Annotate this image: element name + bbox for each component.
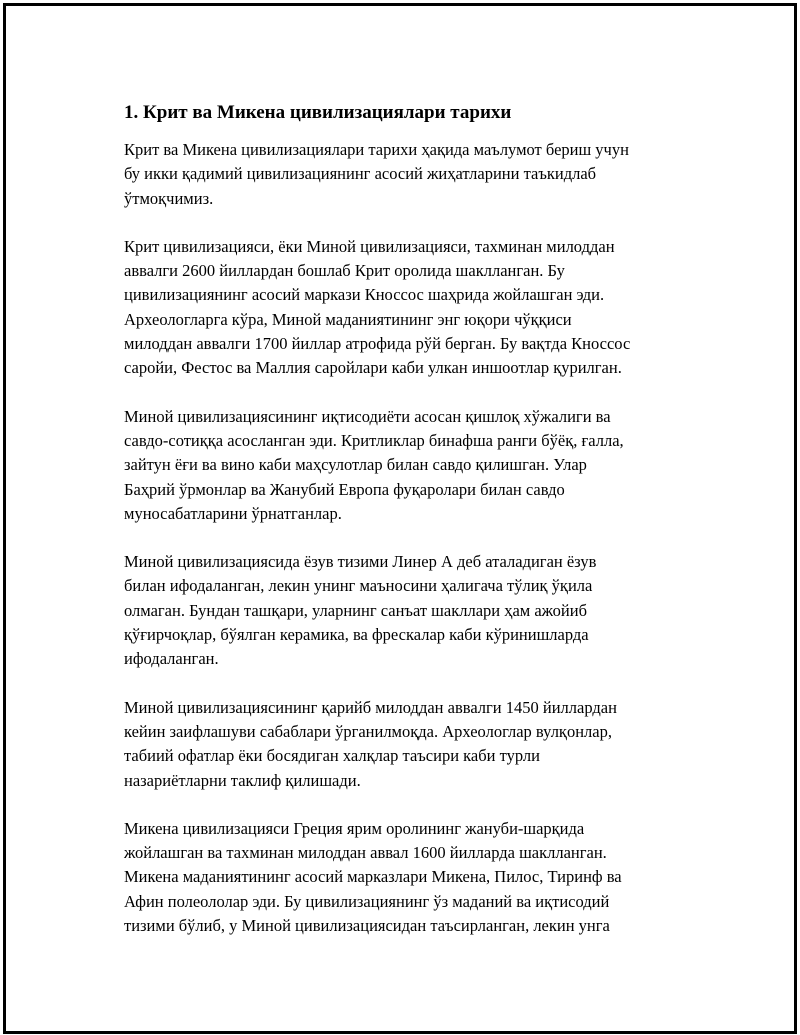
paragraph-line: билан ифодаланган, лекин унинг маъносини ҳалигача тўлиқ ўқила bbox=[124, 576, 593, 596]
paragraph-line: Микена маданиятининг асосий марказлари Микена, Пилос, Тиринф ва bbox=[124, 867, 622, 887]
paragraph-line: Крит ва Микена цивилизациялари тарихи ҳақида маълумот бериш учун bbox=[124, 140, 629, 159]
paragraph-line: Археологларга кўра, Миной маданиятининг энг юқори чўққиси bbox=[124, 309, 572, 329]
paragraph bbox=[124, 550, 704, 671]
paragraph bbox=[124, 235, 704, 381]
paragraph-line: аввалги 2600 йиллардан бошлаб Крит оролида шаклланган. Бу bbox=[124, 261, 565, 281]
paragraph bbox=[124, 696, 704, 793]
paragraph bbox=[124, 817, 704, 938]
paragraph-line: милоддан аввалги 1700 йиллар атрофида рўй берган. Бу вақтда Кноссос bbox=[124, 334, 631, 354]
paragraph-line: кейин заифлашуви сабаблари ўрганилмоқда. Археологлар вулқонлар, bbox=[124, 721, 612, 741]
paragraph-line: жойлашган ва тахминан милоддан аввал 1600 йилларда шаклланган. bbox=[124, 843, 607, 863]
paragraph-line: олмаган. Бундан ташқари, уларнинг санъат шакллари ҳам ажойиб bbox=[124, 600, 587, 620]
paragraph-line: ўтмоқчимиз. bbox=[124, 188, 214, 208]
section-heading: 1. Крит ва Микена цивилизациялари тарихи bbox=[124, 102, 512, 123]
paragraph bbox=[124, 138, 704, 211]
paragraph-line: Миной цивилизациясида ёзув тизими Линер А деб аталадиган ёзув bbox=[124, 552, 597, 572]
paragraph-line: Афин полеололар эди. Бу цивилизациянинг ўз маданий ва иқтисодий bbox=[124, 891, 610, 911]
paragraph-line: саройи, Фестос ва Маллия саройлари каби улкан иншоотлар қурилган. bbox=[124, 358, 622, 378]
page-frame bbox=[3, 3, 797, 1034]
paragraph-line: бу икки қадимий цивилизациянинг асосий жиҳатларини таъкидлаб bbox=[124, 164, 597, 184]
paragraph-line: Миной цивилизациясининг иқтисодиёти асосан қишлоқ хўжалиги ва bbox=[124, 406, 611, 426]
paragraph-line: тизими бўлиб, у Миной цивилизациясидан таъсирланган, лекин унга bbox=[124, 916, 610, 936]
paragraph-line: савдо-сотиққа асосланган эди. Критликлар бинафша ранги бўёқ, ғалла, bbox=[124, 430, 624, 450]
paragraph-line: Баҳрий ўрмонлар ва Жанубий Европа фуқаролари билан савдо bbox=[124, 479, 565, 499]
paragraph-line: қўғирчоқлар, бўялган керамика, ва фрескалар каби кўринишларда bbox=[124, 625, 589, 645]
paragraph-line: цивилизациянинг асосий маркази Кноссос шаҳрида жойлашган эди. bbox=[124, 285, 605, 305]
paragraph bbox=[124, 405, 704, 526]
document-body bbox=[124, 101, 704, 962]
paragraph-line: Миной цивилизациясининг қарийб милоддан аввалги 1450 йиллардан bbox=[124, 697, 617, 717]
paragraph-line: ифодаланган. bbox=[124, 649, 219, 669]
paragraph-line: зайтун ёғи ва вино каби маҳсулотлар билан савдо қилишган. Улар bbox=[124, 455, 587, 475]
paragraph-list bbox=[124, 138, 704, 938]
paragraph-line: Крит цивилизацияси, ёки Миной цивилизацияси, тахминан милоддан bbox=[124, 236, 615, 256]
paragraph-line: назариётларни таклиф қилишади. bbox=[124, 770, 361, 790]
paragraph-line: Микена цивилизацияси Греция ярим оролининг жануби-шарқида bbox=[124, 818, 585, 838]
paragraph-line: табиий офатлар ёки босядиган халқлар таъсири каби турли bbox=[124, 746, 540, 766]
paragraph-line: муносабатларини ўрнатганлар. bbox=[124, 503, 342, 523]
